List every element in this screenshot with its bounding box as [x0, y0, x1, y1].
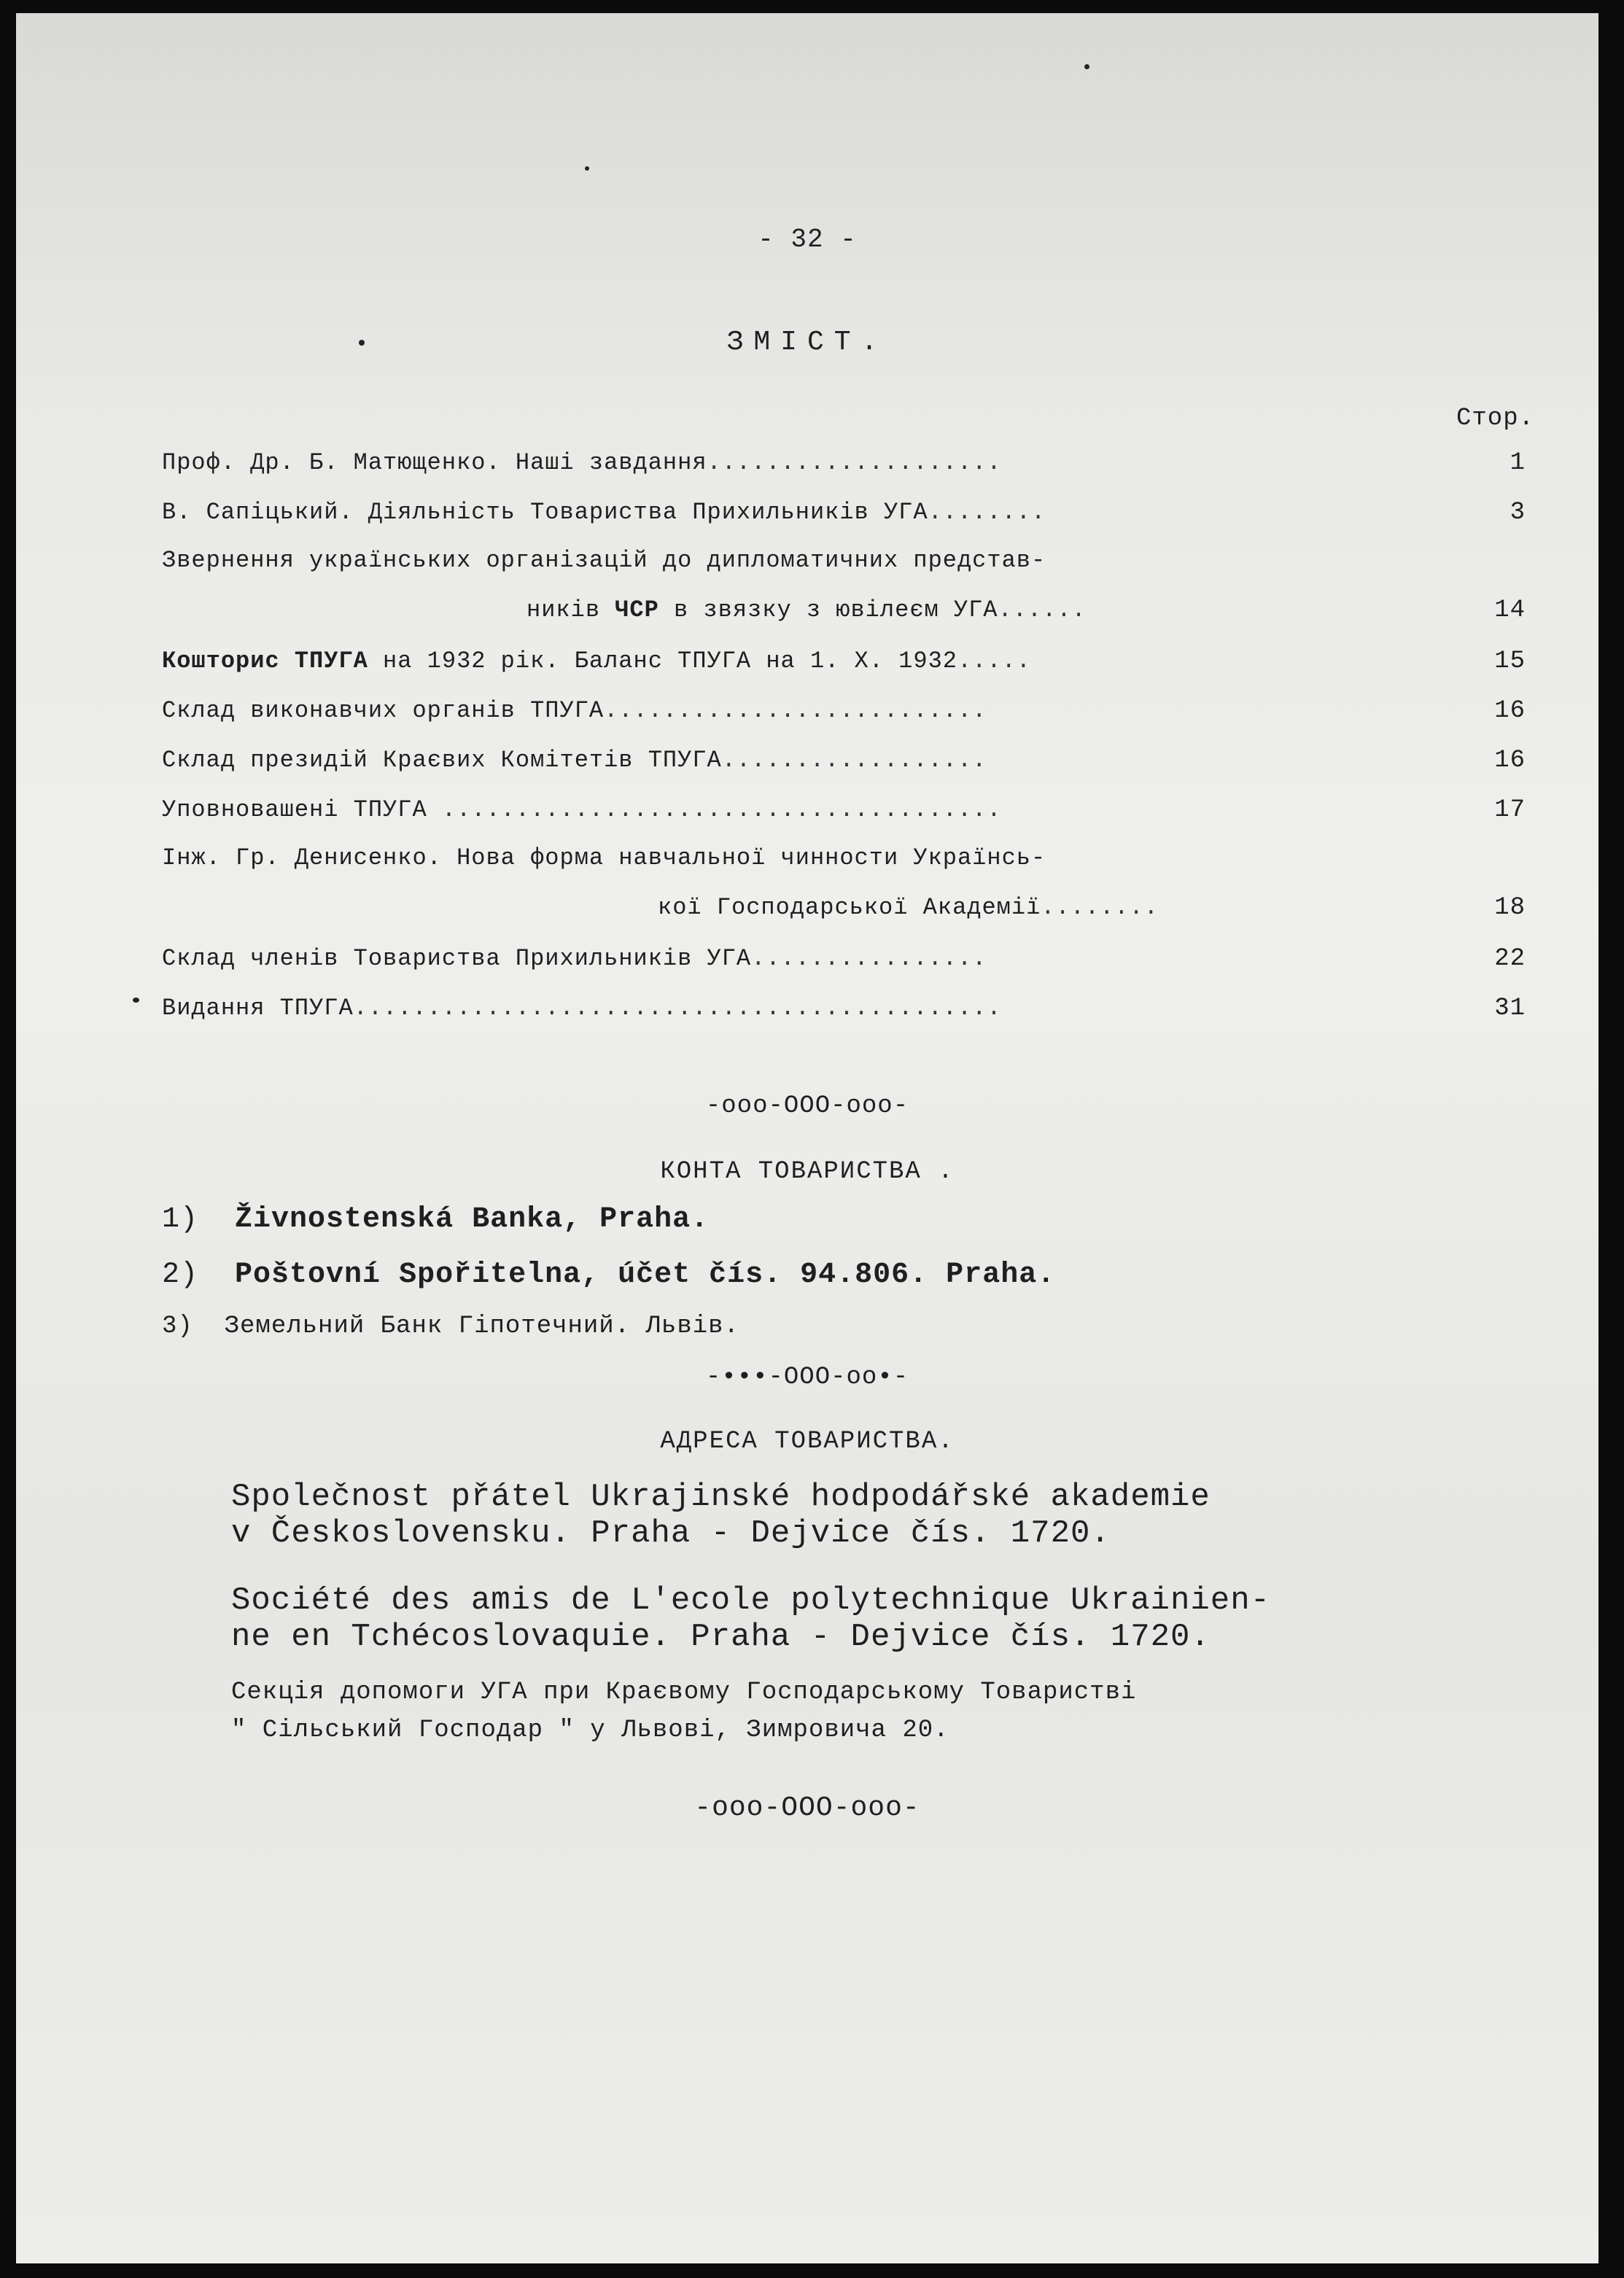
address-line: Société des amis de L'ecole polytechnique Ukrainien-	[231, 1582, 1271, 1619]
address-line: Секція допомоги УГА при Краєвому Господарському Товаристві	[231, 1679, 1137, 1706]
toc-page-number: 16	[1494, 747, 1526, 774]
toc-leader-dots: ..........................	[604, 697, 987, 724]
toc-page-number: 14	[1494, 596, 1526, 624]
toc-page-number: 31	[1494, 995, 1526, 1022]
account-item: 3) Земельний Банк Гіпотечний. Львів.	[162, 1313, 739, 1340]
toc-entry-title: Уповновашені ТПУГА	[162, 796, 442, 823]
toc-entry	[162, 747, 1358, 783]
separator: -•••-OOO-oo•-	[705, 1364, 909, 1391]
separator: -ooo-OOO-ooo-	[694, 1792, 920, 1824]
toc-entry	[162, 995, 1358, 1031]
document-page	[16, 13, 1598, 2263]
toc-leader-dots: ..................	[721, 747, 987, 774]
toc-leader-dots: ....................	[707, 449, 1002, 476]
address-line: ne en Tchécoslovaquie. Praha - Dejvice čís. 1720.	[231, 1619, 1211, 1655]
page-title: ЗМІСТ.	[726, 327, 888, 358]
toc-entry-title: на 1932 рік. Баланс ТПУГА на 1. X. 1932	[368, 648, 957, 675]
toc-leader-dots: ................	[751, 945, 987, 972]
toc-entry	[162, 945, 1358, 981]
scan-speck	[133, 998, 139, 1003]
toc-entry-continuation: кої Господарської Академії........	[658, 894, 1159, 921]
toc-page-number: 1	[1510, 449, 1526, 477]
toc-entry-title: Склад президій Краєвих Комітетів ТПУГА	[162, 747, 722, 774]
toc-entry-title: В. Сапіцький. Діяльність Товариства Прихильників УГА	[162, 499, 928, 526]
toc-entry-title: Інж. Гр. Денисенко. Нова форма навчальної чинности Українсь-	[162, 844, 1046, 871]
toc-leader-dots: ......	[998, 596, 1087, 623]
toc-leader-dots: ............................................	[353, 995, 1002, 1022]
toc-page-number: 3	[1510, 499, 1526, 526]
toc-page-number: 15	[1494, 648, 1526, 675]
toc-page-number: 16	[1494, 697, 1526, 725]
address-heading: АДРЕСА ТОВАРИСТВА.	[660, 1428, 955, 1455]
toc-entry	[162, 499, 1358, 535]
toc-entry-title: Видання ТПУГА	[162, 995, 354, 1022]
toc-entry-title: Склад виконавчих органів ТПУГА	[162, 697, 605, 724]
toc-leader-dots: .....	[957, 648, 1031, 675]
scan-speck	[359, 340, 365, 346]
address-line: " Сільський Господар " у Львові, Зимровича 20.	[231, 1717, 949, 1744]
toc-leader-dots: ........	[928, 499, 1046, 526]
account-item: 2) Poštovní Spořitelna, účet čís. 94.806. Praha.	[162, 1259, 1056, 1291]
address-line: v Československu. Praha - Dejvice čís. 1720.	[231, 1515, 1111, 1552]
scan-speck	[1084, 64, 1089, 69]
toc-entry-title: Звернення українських організацій до дипломатичних представ-	[162, 547, 1046, 574]
toc-page-number: 17	[1494, 796, 1526, 824]
toc-entry-continuation: ників ЧСР в звязку з ювілеєм УГА......	[527, 596, 1087, 623]
account-item: 1) Živnostenská Banka, Praha.	[162, 1203, 710, 1236]
toc-entry	[162, 449, 1358, 486]
toc-entry	[162, 796, 1358, 833]
toc-entry	[162, 547, 1358, 583]
toc-page-number: 18	[1494, 894, 1526, 922]
address-line: Společnost přátel Ukrajinské hodpodářské akademie	[231, 1479, 1211, 1515]
toc-leader-dots: ........	[1041, 894, 1159, 921]
separator: -ooo-OOO-ooo-	[705, 1092, 909, 1120]
toc-entry: Кошторис ТПУГА на 1932 рік. Баланс ТПУГА на 1. X. 1932.....	[162, 648, 1031, 675]
toc-leader-dots: ......................................	[441, 796, 1002, 823]
toc-entry	[162, 697, 1358, 734]
page-number: - 32 -	[758, 225, 857, 254]
toc-entry-title: Проф. Др. Б. Матющенко. Наші завдання	[162, 449, 707, 476]
toc-entry	[162, 844, 1358, 881]
page-column-header: Стор.	[1456, 405, 1535, 432]
scan-speck	[585, 166, 589, 171]
toc-entry-title: Склад членів Товариства Прихильників УГА	[162, 945, 752, 972]
toc-page-number: 22	[1494, 945, 1526, 973]
accounts-heading: КОНТА ТОВАРИСТВА .	[660, 1158, 955, 1186]
